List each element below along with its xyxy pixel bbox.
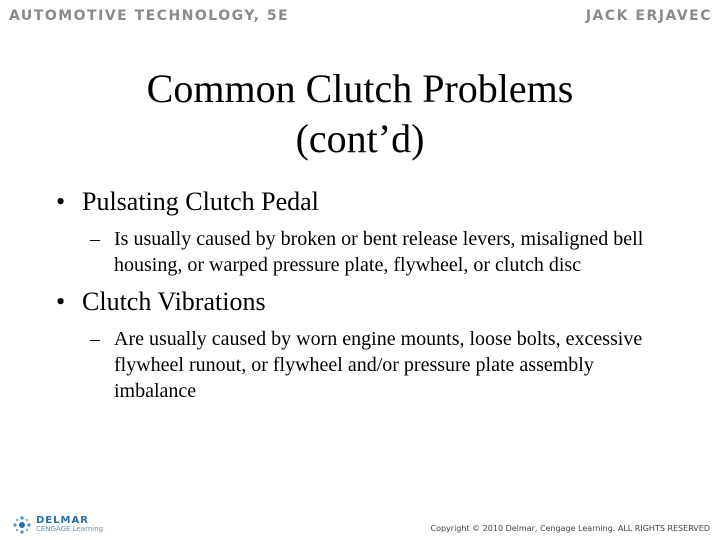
dash-icon: – — [90, 328, 100, 350]
sub-bullet-text: Is usually caused by broken or bent release levers, misaligned bell housing, or warped pressure plate, flywheel, or clutch disc — [114, 228, 644, 276]
sub-bullet-text: Are usually caused by worn engine mounts, loose bolts, excessive flywheel runout, or flywheel and/or pressure plate assembly imbalance — [114, 328, 643, 402]
slide-title-line-1: Common Clutch Problems — [146, 66, 574, 111]
book-title: AUTOMOTIVE TECHNOLOGY, 5E — [9, 8, 290, 24]
bullet-text: Pulsating Clutch Pedal — [82, 187, 319, 216]
starburst-logo-icon — [12, 515, 32, 535]
slide-title — [0, 64, 720, 164]
bullet-text: Clutch Vibrations — [82, 287, 266, 316]
sub-bullet-item — [90, 326, 676, 404]
bullet-dot-icon: • — [56, 287, 66, 316]
sub-bullet-item — [90, 226, 676, 278]
logo-line-1: DELMAR — [36, 515, 89, 526]
publisher-logo — [12, 514, 103, 536]
slide-title-line-2: (cont’d) — [295, 116, 425, 161]
bullet-list — [56, 186, 676, 412]
logo-line-2: CENGAGE Learning — [36, 525, 104, 533]
dash-icon: – — [90, 228, 100, 250]
bullet-dot-icon: • — [56, 187, 66, 216]
bullet-item — [56, 186, 676, 218]
copyright-notice: Copyright © 2010 Delmar, Cengage Learning. ALL RIGHTS RESERVED — [430, 524, 710, 533]
logo-text — [36, 516, 103, 534]
bullet-item — [56, 286, 676, 318]
author-name: JACK ERJAVEC — [585, 8, 712, 24]
